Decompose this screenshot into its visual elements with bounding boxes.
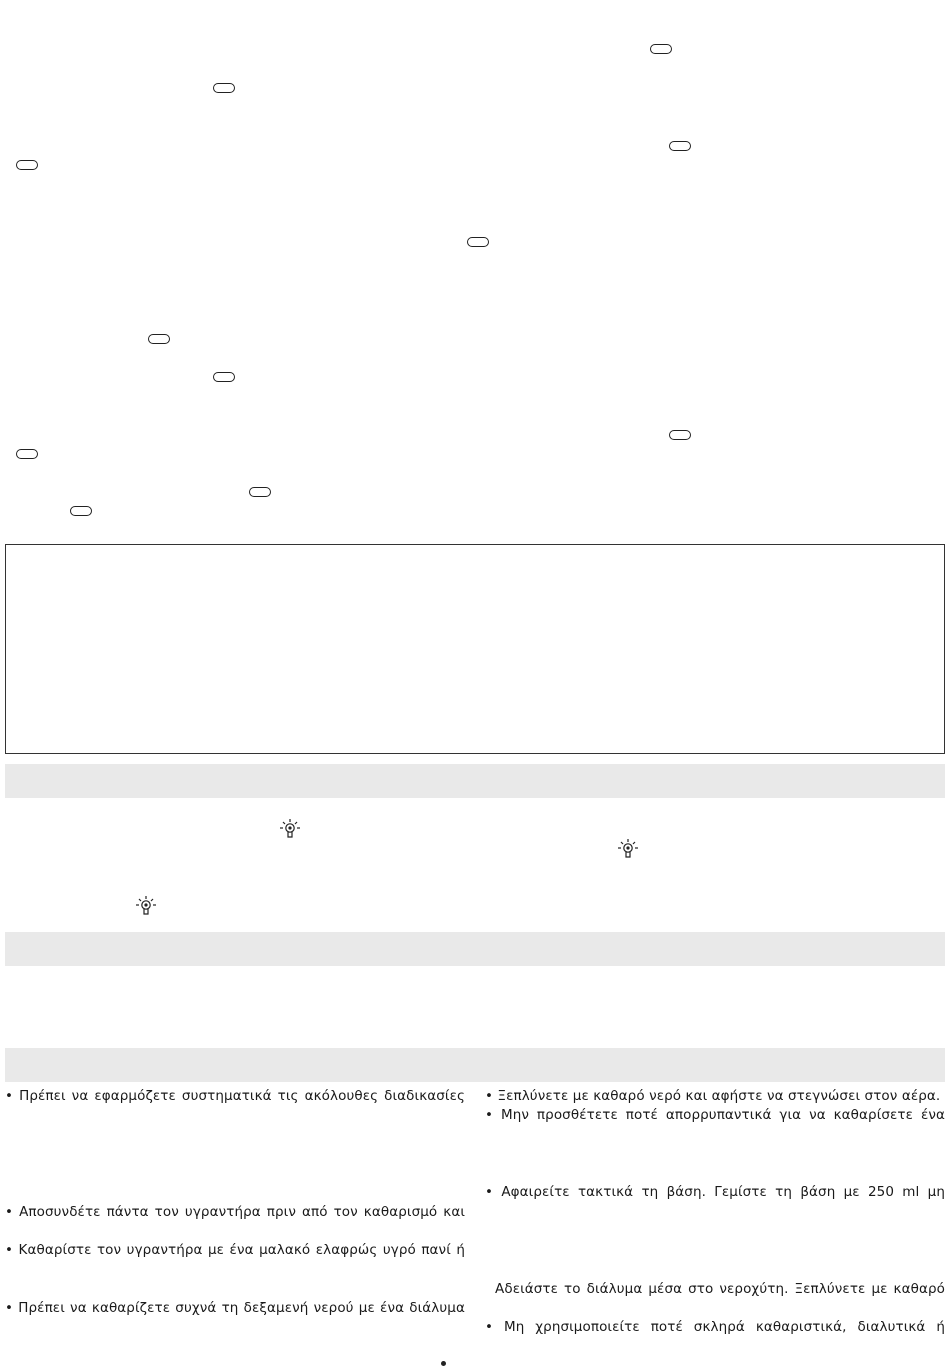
button-symbol-icon	[650, 44, 672, 54]
cleaning-left-item: • Καθαρίστε τον υγραντήρα με ένα μαλακό ελαφρώς υγρό πανί ή	[5, 1242, 465, 1258]
button-symbol-icon	[669, 141, 691, 151]
cleaning-right-item: Αδειάστε το διάλυμα μέσα στο νεροχύτη. Ξεπλύνετε με καθαρό	[495, 1281, 945, 1297]
notice-box	[5, 544, 945, 754]
bulb-icon	[135, 895, 157, 917]
button-symbol-icon	[16, 160, 38, 170]
button-symbol-icon	[16, 449, 38, 459]
button-symbol-icon	[467, 237, 489, 247]
bulb-icon	[279, 818, 301, 840]
cleaning-left-item: • Πρέπει να εφαρμόζετε συστηματικά τις ακόλουθες διαδικασίες	[5, 1088, 465, 1104]
section-header-band	[5, 764, 945, 798]
section-header-band	[5, 932, 945, 966]
cleaning-left-item: • Αποσυνδέτε πάντα τον υγραντήρα πριν από τον καθαρισμό και	[5, 1204, 465, 1220]
bulb-icon	[617, 838, 639, 860]
cleaning-right-item: • Μη χρησιμοποιείτε ποτέ σκληρά καθαριστικά, διαλυτικά ή	[485, 1319, 945, 1335]
button-symbol-icon	[249, 487, 271, 497]
button-symbol-icon	[669, 430, 691, 440]
button-symbol-icon	[70, 506, 92, 516]
button-symbol-icon	[213, 83, 235, 93]
cleaning-right-item: • Ξεπλύνετε με καθαρό νερό και αφήστε να στεγνώσει στον αέρα.	[485, 1088, 941, 1104]
cleaning-right-item: • Αφαιρείτε τακτικά τη βάση. Γεμίστε τη βάση με 250 ml μη	[485, 1184, 945, 1200]
section-header-band	[5, 1048, 945, 1082]
cleaning-right-item: • Μην προσθέτετε ποτέ απορρυπαντικά για να καθαρίσετε ένα	[485, 1107, 945, 1123]
cleaning-left-item: • Πρέπει να καθαρίζετε συχνά τη δεξαμενή νερού με ένα διάλυμα	[5, 1300, 465, 1316]
button-symbol-icon	[213, 372, 235, 382]
button-symbol-icon	[148, 334, 170, 344]
page-marker-dot	[441, 1361, 446, 1366]
